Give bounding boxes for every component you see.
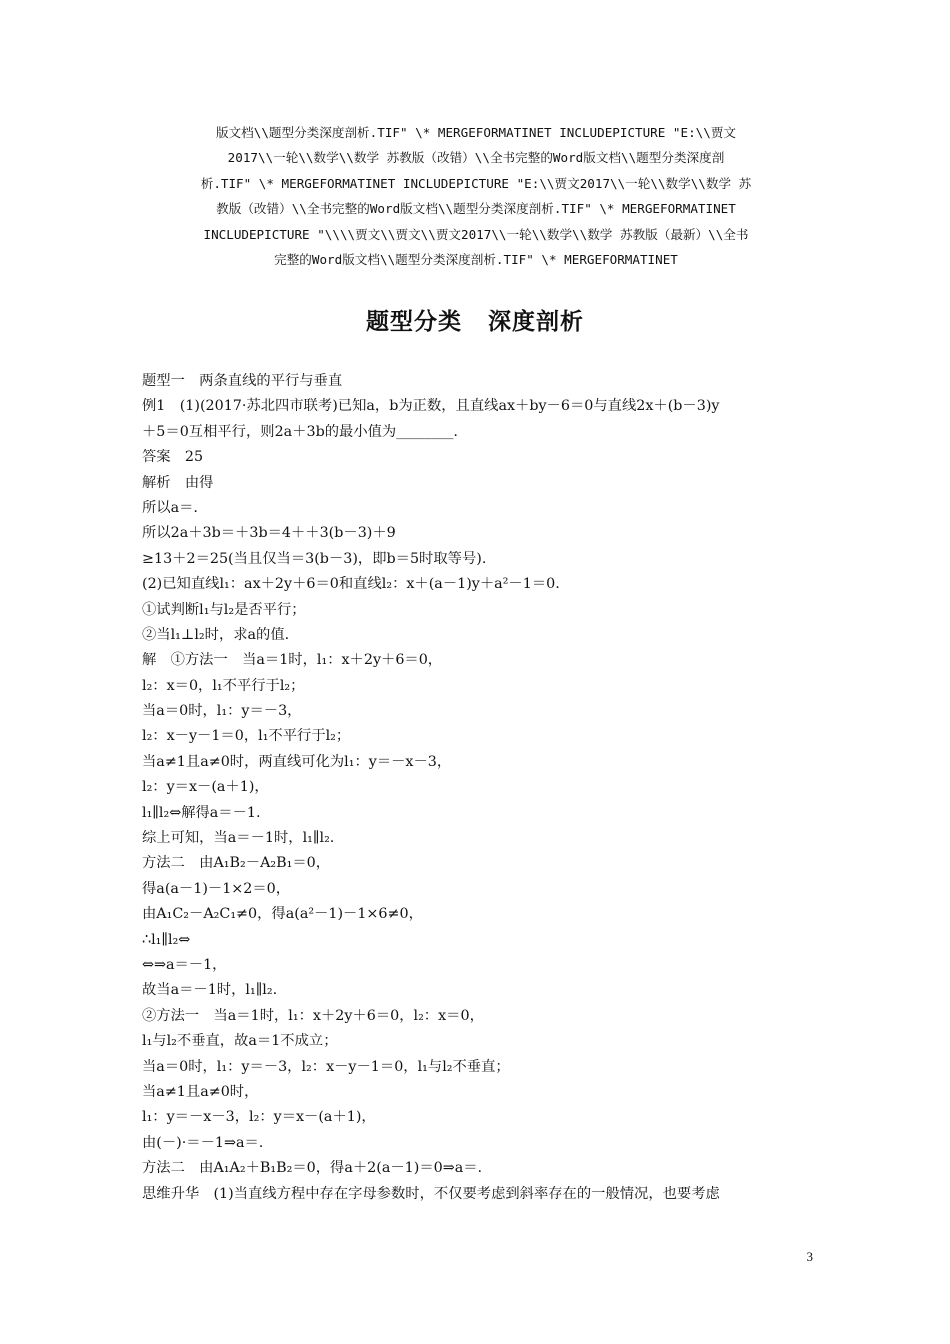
text-line: 由A₁C₂－A₂C₁≠0，得a(a²－1)－1×6≠0，	[142, 906, 423, 923]
text-line: l₁∥l₂⇔解得a＝－1.	[142, 804, 261, 821]
text-line: 由(－)·＝－1⇒a＝.	[142, 1134, 264, 1151]
text-line: (2)已知直线l₁：ax＋2y＋6＝0和直线l₂：x＋(a－1)y＋a²－1＝0.	[142, 576, 560, 593]
text-line: l₂：y＝x－(a＋1)，	[142, 779, 269, 796]
text-line: ≥13＋2＝25(当且仅当＝3(b－3)，即b＝5时取等号).	[142, 550, 487, 567]
text-line: ②方法一 当a＝1时，l₁：x＋2y＋6＝0，l₂：x＝0，	[142, 1007, 484, 1024]
text-line: 得a(a－1)－1×2＝0，	[142, 880, 291, 897]
text-line: l₁：y＝－x－3，l₂：y＝x－(a＋1)，	[142, 1109, 376, 1126]
text-line: 当a＝0时，l₁：y＝－3，	[142, 703, 302, 720]
field-code-line: 教版（改错）\\全书完整的Word版文档\\题型分类深度剖析.TIF" \* MERGEFORMATINET	[216, 201, 736, 217]
text-line: l₁与l₂不垂直，故a＝1不成立；	[142, 1033, 338, 1050]
text-line: ∴l₁∥l₂⇔	[142, 931, 191, 948]
text-line: ＋5＝0互相平行，则2a＋3b的最小值为________.	[142, 423, 458, 440]
field-code-line: 版文档\\题型分类深度剖析.TIF" \* MERGEFORMATINET INCLUDEPICTURE "E:\\贾文	[215, 125, 737, 140]
text-line: ②当l₁⊥l₂时，求a的值.	[142, 626, 290, 643]
text-line: ①试判断l₁与l₂是否平行；	[142, 601, 306, 618]
field-code-line: 析.TIF" \* MERGEFORMATINET INCLUDEPICTURE "E:\\贾文2017\\一轮\\数学\\数学 苏	[200, 175, 752, 191]
text-line: 方法二 由A₁B₂－A₂B₁＝0，	[142, 855, 331, 872]
text-line: 解 ①方法一 当a＝1时，l₁：x＋2y＋6＝0，	[142, 652, 443, 669]
document-body	[142, 369, 818, 1207]
text-line: ⇔⇒a＝－1，	[142, 956, 227, 973]
text-line: 例1 (1)(2017·苏北四市联考)已知a，b为正数，且直线ax＋by－6＝0与直线2x＋(b－3)y	[142, 398, 720, 415]
text-line: 故当a＝－1时，l₁∥l₂.	[142, 982, 278, 999]
field-code-text	[140, 120, 812, 272]
field-code-line: 2017\\一轮\\数学\\数学 苏教版（改错）\\全书完整的Word版文档\\题型分类深度剖	[227, 150, 725, 166]
text-line: 题型一 两条直线的平行与垂直	[142, 373, 343, 389]
field-code-line: 完整的Word版文档\\题型分类深度剖析.TIF" \* MERGEFORMATINET	[274, 252, 678, 268]
text-line: l₂：x＝0，l₁不平行于l₂；	[142, 677, 305, 694]
text-line: 当a＝0时，l₁：y＝－3，l₂：x－y－1＝0，l₁与l₂不垂直；	[142, 1058, 510, 1075]
text-line: 思维升华 (1)当直线方程中存在字母参数时，不仅要考虑到斜率存在的一般情况，也要考虑	[142, 1185, 720, 1202]
page-number: 3	[806, 1249, 813, 1264]
title-left: 题型分类	[366, 309, 462, 335]
field-code-line: INCLUDEPICTURE "\\\\贾文\\贾文\\贾文2017\\一轮\\数学\\数学 苏教版（最新）\\全书	[203, 226, 749, 242]
page-title	[0, 303, 950, 336]
text-line: 方法二 由A₁A₂＋B₁B₂＝0，得a＋2(a－1)＝0⇒a＝.	[142, 1160, 483, 1177]
text-line: 答案 25	[142, 449, 204, 466]
text-line: 综上可知，当a＝－1时，l₁∥l₂.	[142, 830, 335, 847]
text-line: 所以a＝.	[142, 499, 198, 516]
text-line: 所以2a＋3b＝＋3b＝4＋＋3(b－3)＋9	[142, 525, 396, 542]
text-line: l₂：x－y－1＝0，l₁不平行于l₂；	[142, 728, 351, 745]
title-right: 深度剖析	[488, 309, 584, 335]
text-line: 当a≠1且a≠0时，	[142, 1083, 259, 1100]
text-line: 当a≠1且a≠0时，两直线可化为l₁：y＝－x－3，	[142, 753, 452, 770]
text-line: 解析 由得	[142, 474, 214, 491]
